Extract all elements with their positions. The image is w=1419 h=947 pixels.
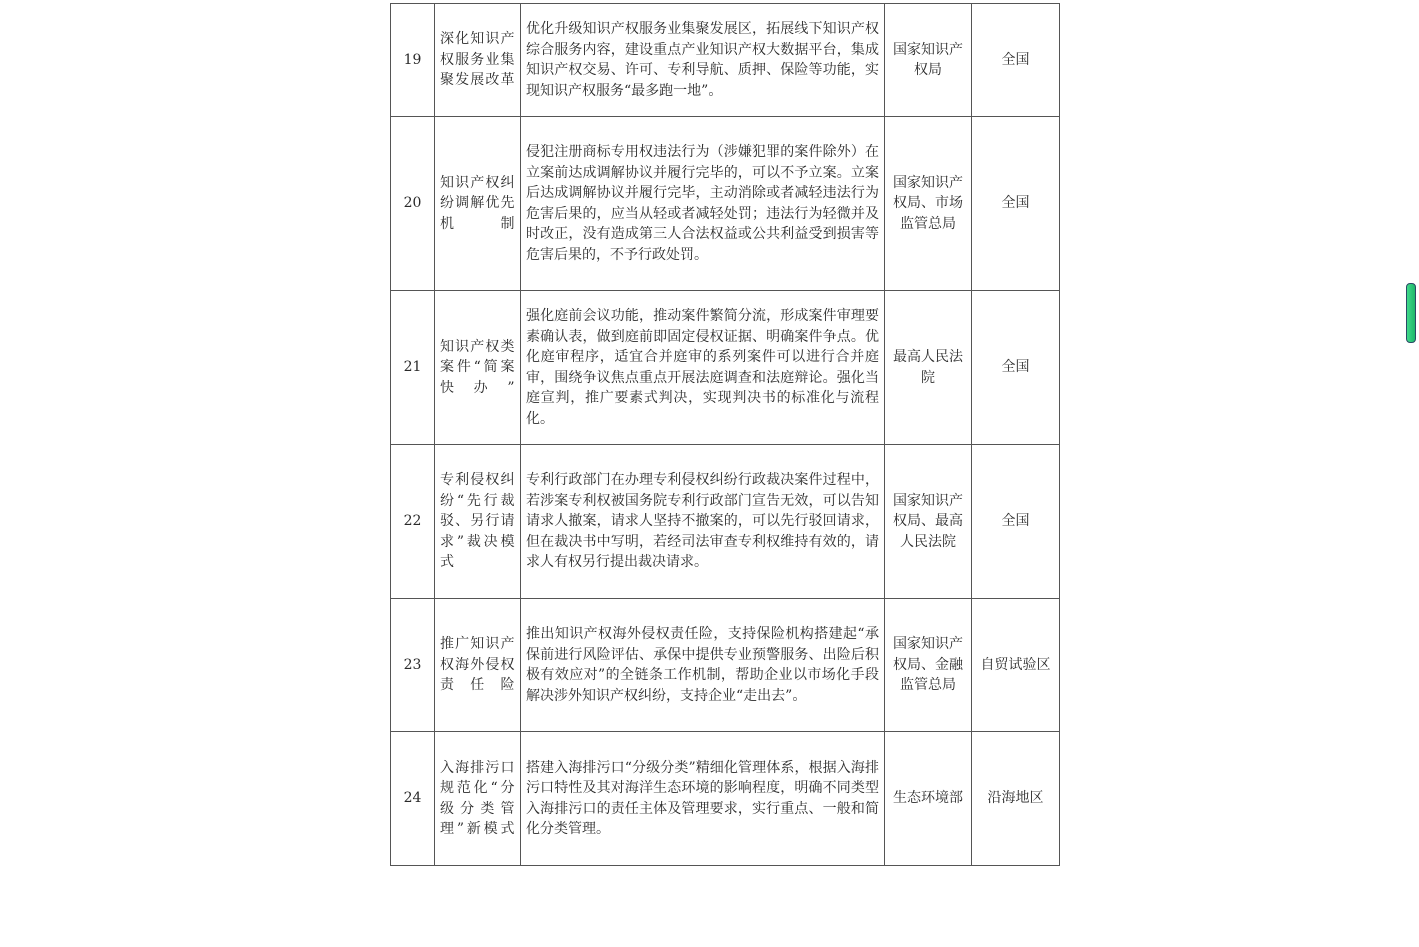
row-number: 21 [391, 291, 435, 445]
table-row [391, 4, 1060, 117]
measure-name: 专利侵权纠纷“先行裁驳、另行请求”裁决模式 [435, 445, 521, 599]
row-number: 23 [391, 599, 435, 732]
applicable-area: 自贸试验区 [972, 599, 1060, 732]
row-number: 22 [391, 445, 435, 599]
reform-measures-table [390, 3, 1060, 866]
applicable-area: 全国 [972, 117, 1060, 291]
table-row [391, 117, 1060, 291]
table-row [391, 732, 1060, 866]
scrollbar-thumb[interactable] [1406, 283, 1416, 343]
measure-content: 侵犯注册商标专用权违法行为（涉嫌犯罪的案件除外）在立案前达成调解协议并履行完毕的，可以不予立案。立案后达成调解协议并履行完毕，主动消除或者减轻违法行为危害后果的，应当从轻或者减轻处罚；违法行为轻微并及时改正，没有造成第三人合法权益或公共利益受到损害等危害后果的，不予行政处罚。 [521, 117, 885, 291]
measure-name: 推广知识产权海外侵权责任险 [435, 599, 521, 732]
table-row [391, 599, 1060, 732]
responsible-department: 最高人民法院 [885, 291, 972, 445]
measure-content: 推出知识产权海外侵权责任险，支持保险机构搭建起“承保前进行风险评估、承保中提供专业预警服务、出险后积极有效应对”的全链条工作机制，帮助企业以市场化手段解决涉外知识产权纠纷，支持企业“走出去”。 [521, 599, 885, 732]
row-number: 19 [391, 4, 435, 117]
measure-name: 深化知识产权服务业集聚发展改革 [435, 4, 521, 117]
measure-content: 强化庭前会议功能，推动案件繁简分流，形成案件审理要素确认表，做到庭前即固定侵权证据、明确案件争点。优化庭审程序，适宜合并庭审的系列案件可以进行合并庭审，围绕争议焦点重点开展法庭调查和法庭辩论。强化当庭宣判，推广要素式判决，实现判决书的标准化与流程化。 [521, 291, 885, 445]
responsible-department: 生态环境部 [885, 732, 972, 866]
responsible-department: 国家知识产权局、金融监管总局 [885, 599, 972, 732]
row-number: 20 [391, 117, 435, 291]
applicable-area: 全国 [972, 445, 1060, 599]
applicable-area: 沿海地区 [972, 732, 1060, 866]
measure-content: 搭建入海排污口“分级分类”精细化管理体系，根据入海排污口特性及其对海洋生态环境的影响程度，明确不同类型入海排污口的责任主体及管理要求，实行重点、一般和简化分类管理。 [521, 732, 885, 866]
measure-content: 优化升级知识产权服务业集聚发展区，拓展线下知识产权综合服务内容，建设重点产业知识产权大数据平台，集成知识产权交易、许可、专利导航、质押、保险等功能，实现知识产权服务“最多跑一地”。 [521, 4, 885, 117]
applicable-area: 全国 [972, 291, 1060, 445]
responsible-department: 国家知识产权局、最高人民法院 [885, 445, 972, 599]
measure-name: 知识产权纠纷调解优先机制 [435, 117, 521, 291]
responsible-department: 国家知识产权局 [885, 4, 972, 117]
responsible-department: 国家知识产权局、市场监管总局 [885, 117, 972, 291]
applicable-area: 全国 [972, 4, 1060, 117]
table-row [391, 445, 1060, 599]
table-row [391, 291, 1060, 445]
vertical-scrollbar[interactable] [1406, 283, 1417, 343]
measure-name: 知识产权类案件“简案快办” [435, 291, 521, 445]
measure-content: 专利行政部门在办理专利侵权纠纷行政裁决案件过程中，若涉案专利权被国务院专利行政部门宣告无效，可以告知请求人撤案，请求人坚持不撤案的，可以先行驳回请求，但在裁决书中写明，若经司法审查专利权维持有效的，请求人有权另行提出裁决请求。 [521, 445, 885, 599]
measure-name: 入海排污口规范化“分级分类管理”新模式 [435, 732, 521, 866]
row-number: 24 [391, 732, 435, 866]
